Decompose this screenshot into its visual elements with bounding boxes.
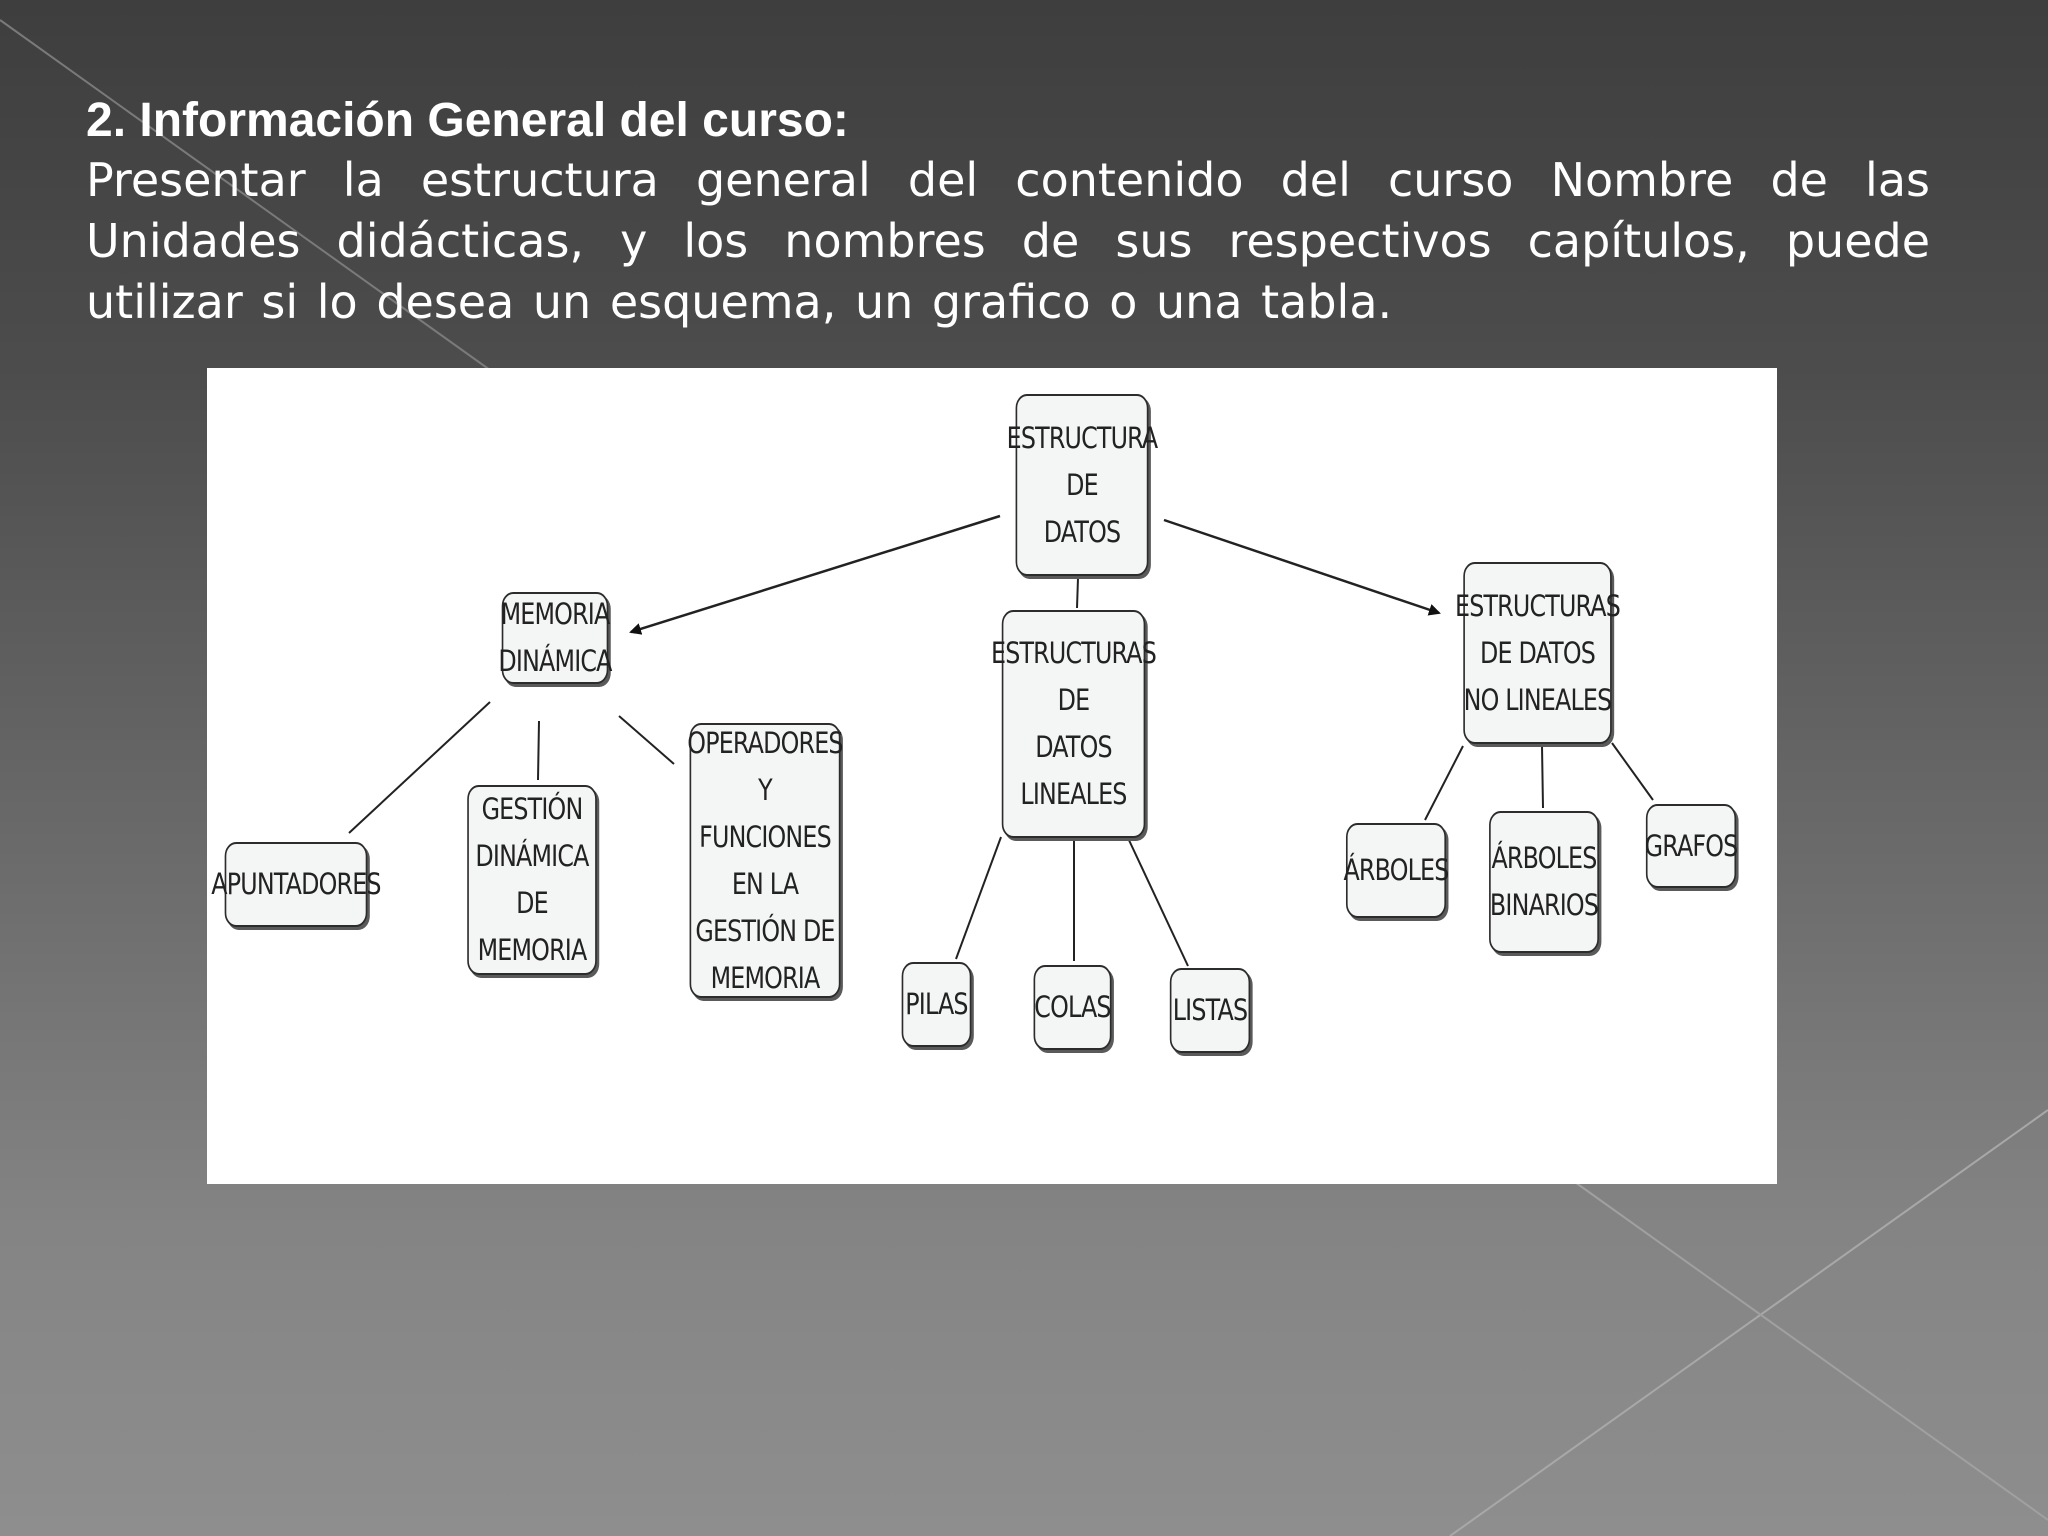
node-estructura-de-datos: ESTRUCTURA DE DATOS [1016,394,1149,576]
node-arboles: ÁRBOLES [1346,823,1446,918]
background-diagonal-line [1530,1150,2048,1520]
edge-no-lineales-to-arboles [1425,746,1463,820]
slide-text-block [86,92,1930,333]
node-estructuras-no-lineales: ESTRUCTURAS DE DATOS NO LINEALES [1463,562,1611,744]
node-pilas: PILAS [902,962,972,1047]
node-operadores-funciones: OPERADORES Y FUNCIONES EN LA GESTIÓN DE MEMORIA [690,723,841,998]
slide-heading: 2. Información General del curso: [86,94,849,147]
node-memoria-dinamica: MEMORIA DINÁMICA [502,592,609,684]
node-estructuras-lineales: ESTRUCTURAS DE DATOS LINEALES [1002,610,1146,838]
edge-root-to-no-lineales [1164,520,1439,613]
edge-root-to-memoria [631,516,1000,632]
edge-memoria-to-gestion [538,721,539,780]
node-arboles-binarios: ÁRBOLES BINARIOS [1489,811,1599,953]
edge-lineales-to-listas [1128,838,1188,966]
node-colas: COLAS [1034,965,1112,1050]
node-grafos: GRAFOS [1646,804,1736,888]
edge-no-lineales-to-arboles-binarios [1542,746,1543,808]
node-listas: LISTAS [1170,968,1250,1053]
node-apuntadores: APUNTADORES [225,842,368,927]
edge-root-to-lineales [1077,578,1078,608]
edge-memoria-to-operadores [619,716,674,764]
edge-no-lineales-to-grafos [1612,743,1653,800]
slide-body-text: Presentar la estructura general del contenido del curso Nombre de las Unidades didácticas, y los nombres de sus respectivos capítulos, puede utilizar si lo desea un esquema, un grafico o una tabla. [86,153,1930,329]
edge-lineales-to-pilas [956,837,1001,959]
diagram-panel [207,368,1777,1184]
node-gestion-dinamica-memoria: GESTIÓN DINÁMICA DE MEMORIA [467,785,597,975]
